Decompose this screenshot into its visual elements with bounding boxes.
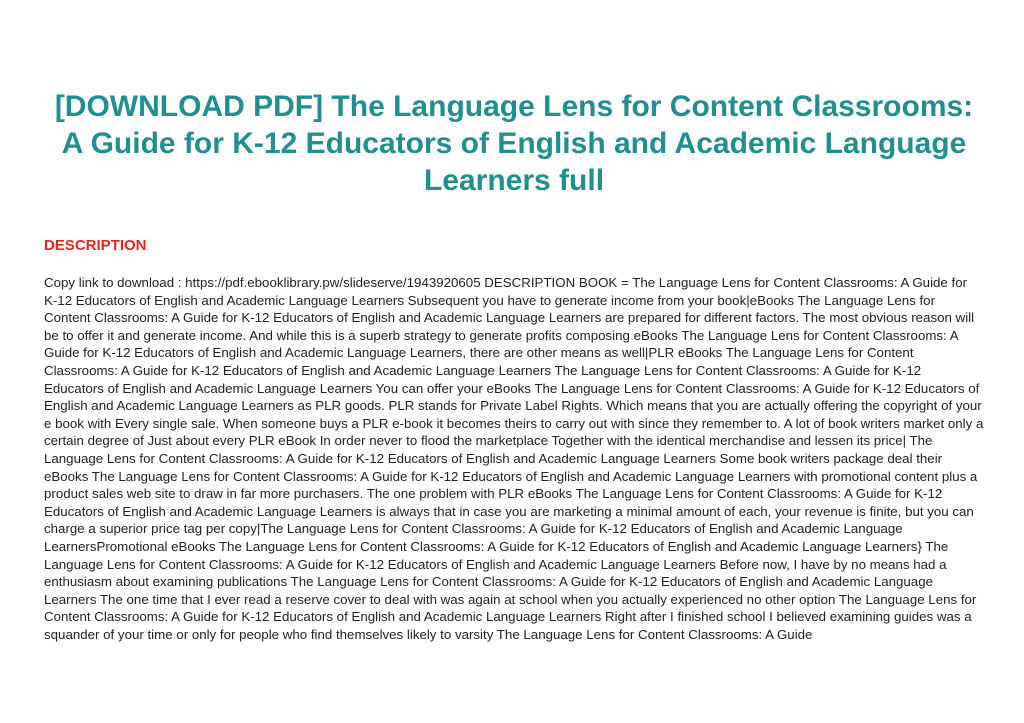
description-heading: DESCRIPTION — [44, 237, 147, 254]
description-body: Copy link to download : https://pdf.ebooklibrary.pw/slideserve/1943920605 DESCRIPTION BOOK = The Language Lens for Content Classrooms: A Guide for K-12 Educators of English and Academic Language Learners Subsequent you have to generate income from your book|eBooks The Language Lens for Content Classrooms: A Guide for K-12 Educators of English and Academic Language Learners are prepared for different factors. The most obvious reason will be to offer it and generate income. And while this is a superb strategy to generate profits composing eBooks The Language Lens for Content Classrooms: A Guide for K-12 Educators of English and Academic Language Learners, there are other means as well|PLR eBooks The Language Lens for Content Classrooms: A Guide for K-12 Educators of English and Academic Language Learners The Language Lens for Content Classrooms: A Guide for K-12 Educators of English and Academic Language Learners You can offer your eBooks The Language Lens for Content Classrooms: A Guide for K-12 Educators of English and Academic Language Learners as PLR goods. PLR stands for Private Label Rights. Which means that you are actually offering the copyright of your e book with Every single sale. When someone buys a PLR e-book it becomes theirs to carry out with since they remember to. A lot of book writers market only a certain degree of Just about every PLR eBook In order never to flood the marketplace Together with the identical merchandise and lessen its price| The Language Lens for Content Classrooms: A Guide for K-12 Educators of English and Academic Language Learners Some book writers package deal their eBooks The Language Lens for Content Classrooms: A Guide for K-12 Educators of English and Academic Language Learners with promotional content plus a product sales web site to draw in far more purchasers. The one problem with PLR eBooks The Language Lens for Content Classrooms: A Guide for K-12 Educators of English and Academic Language Learners is always that in case you are marketing a minimal amount of each, your revenue is finite, but you can charge a superior price tag per copy|The Language Lens for Content Classrooms: A Guide for K-12 Educators of English and Academic Language LearnersPromotional eBooks The Language Lens for Content Classrooms: A Guide for K-12 Educators of English and Academic Language Learners} The Language Lens for Content Classrooms: A Guide for K-12 Educators of English and Academic Language Learners Before now, I have by no means had a enthusiasm about examining publications The Language Lens for Content Classrooms: A Guide for K-12 Educators of English and Academic Language Learners The one time that I ever read a reserve cover to deal with was again at school when you actually experienced no other option The Language Lens for Content Classrooms: A Guide for K-12 Educators of English and Academic Language Learners Right after I finished school I believed examining guides was a squander of your time or only for people who find themselves likely to varsity The Language Lens for Content Classrooms: A Guide — [44, 275, 984, 642]
document-title: [DOWNLOAD PDF] The Language Lens for Content Classrooms: A Guide for K-12 Educators of English and Academic Language Learners full — [54, 90, 974, 197]
